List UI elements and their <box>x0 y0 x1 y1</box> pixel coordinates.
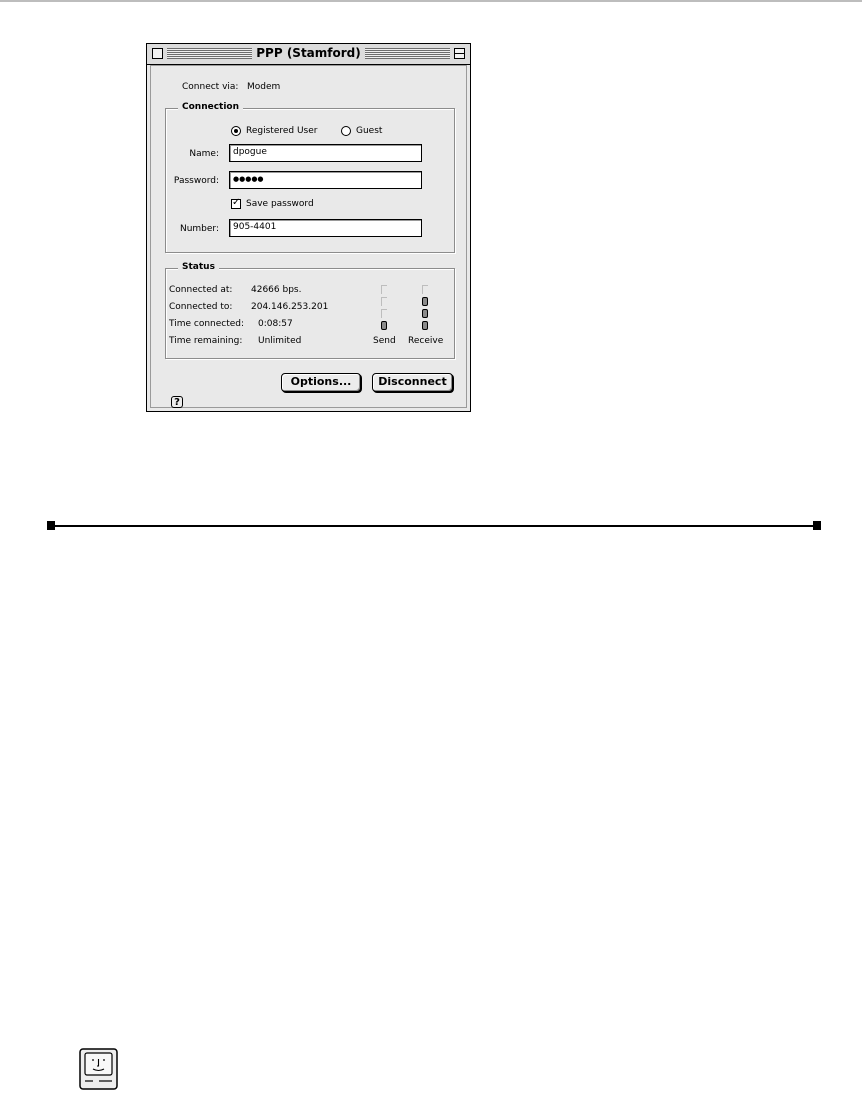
radio-registered-user[interactable] <box>231 126 241 136</box>
time-remaining-label: Time remaining: <box>169 336 243 346</box>
password-field[interactable]: ●●●●● <box>229 171 422 189</box>
send-label: Send <box>373 336 396 346</box>
number-label: Number: <box>179 224 219 234</box>
time-remaining-value: Unlimited <box>258 336 302 346</box>
window-titlebar[interactable] <box>147 44 470 65</box>
top-border <box>0 0 862 2</box>
connected-to-value: 204.146.253.201 <box>251 302 329 312</box>
help-icon[interactable]: ? <box>171 396 183 408</box>
save-password-label: Save password <box>246 199 314 209</box>
close-box-icon[interactable] <box>152 48 163 59</box>
send-meter-segment <box>381 309 387 318</box>
time-connected-label: Time connected: <box>169 319 245 329</box>
number-field[interactable]: 905-4401 <box>229 219 422 237</box>
radio-guest-label: Guest <box>356 126 383 136</box>
receive-meter-segment <box>422 321 428 330</box>
connect-via-value: Modem <box>247 82 281 92</box>
connect-via-label: Connect via: <box>182 82 239 92</box>
connected-to-label: Connected to: <box>169 302 233 312</box>
zoom-box-icon[interactable] <box>454 48 465 59</box>
disconnect-button[interactable]: Disconnect <box>372 373 453 392</box>
name-field[interactable]: dpogue <box>229 144 422 162</box>
divider-rule <box>50 525 818 527</box>
connection-group-title: Connection <box>178 102 243 113</box>
receive-label: Receive <box>408 336 444 346</box>
receive-meter-segment <box>422 297 428 306</box>
connected-at-label: Connected at: <box>169 285 233 295</box>
send-meter-segment <box>381 321 387 330</box>
radio-registered-user-label: Registered User <box>246 126 318 136</box>
password-label: Password: <box>173 176 219 186</box>
receive-meter-segment <box>422 309 428 318</box>
divider-right-end <box>813 521 821 530</box>
ppp-window <box>146 43 471 412</box>
name-label: Name: <box>189 149 219 159</box>
window-content <box>150 65 467 408</box>
options-button[interactable]: Options... <box>281 373 361 392</box>
save-password-checkbox[interactable] <box>231 199 241 209</box>
window-title: PPP (Stamford) <box>147 46 470 61</box>
divider-left-end <box>47 521 55 530</box>
receive-meter-segment <box>422 285 428 294</box>
send-meter-segment <box>381 285 387 294</box>
radio-guest[interactable] <box>341 126 351 136</box>
connected-at-value: 42666 bps. <box>251 285 302 295</box>
send-meter-segment <box>381 297 387 306</box>
happy-mac-icon <box>79 1048 118 1090</box>
time-connected-value: 0:08:57 <box>258 319 293 329</box>
status-group-title: Status <box>178 262 219 273</box>
